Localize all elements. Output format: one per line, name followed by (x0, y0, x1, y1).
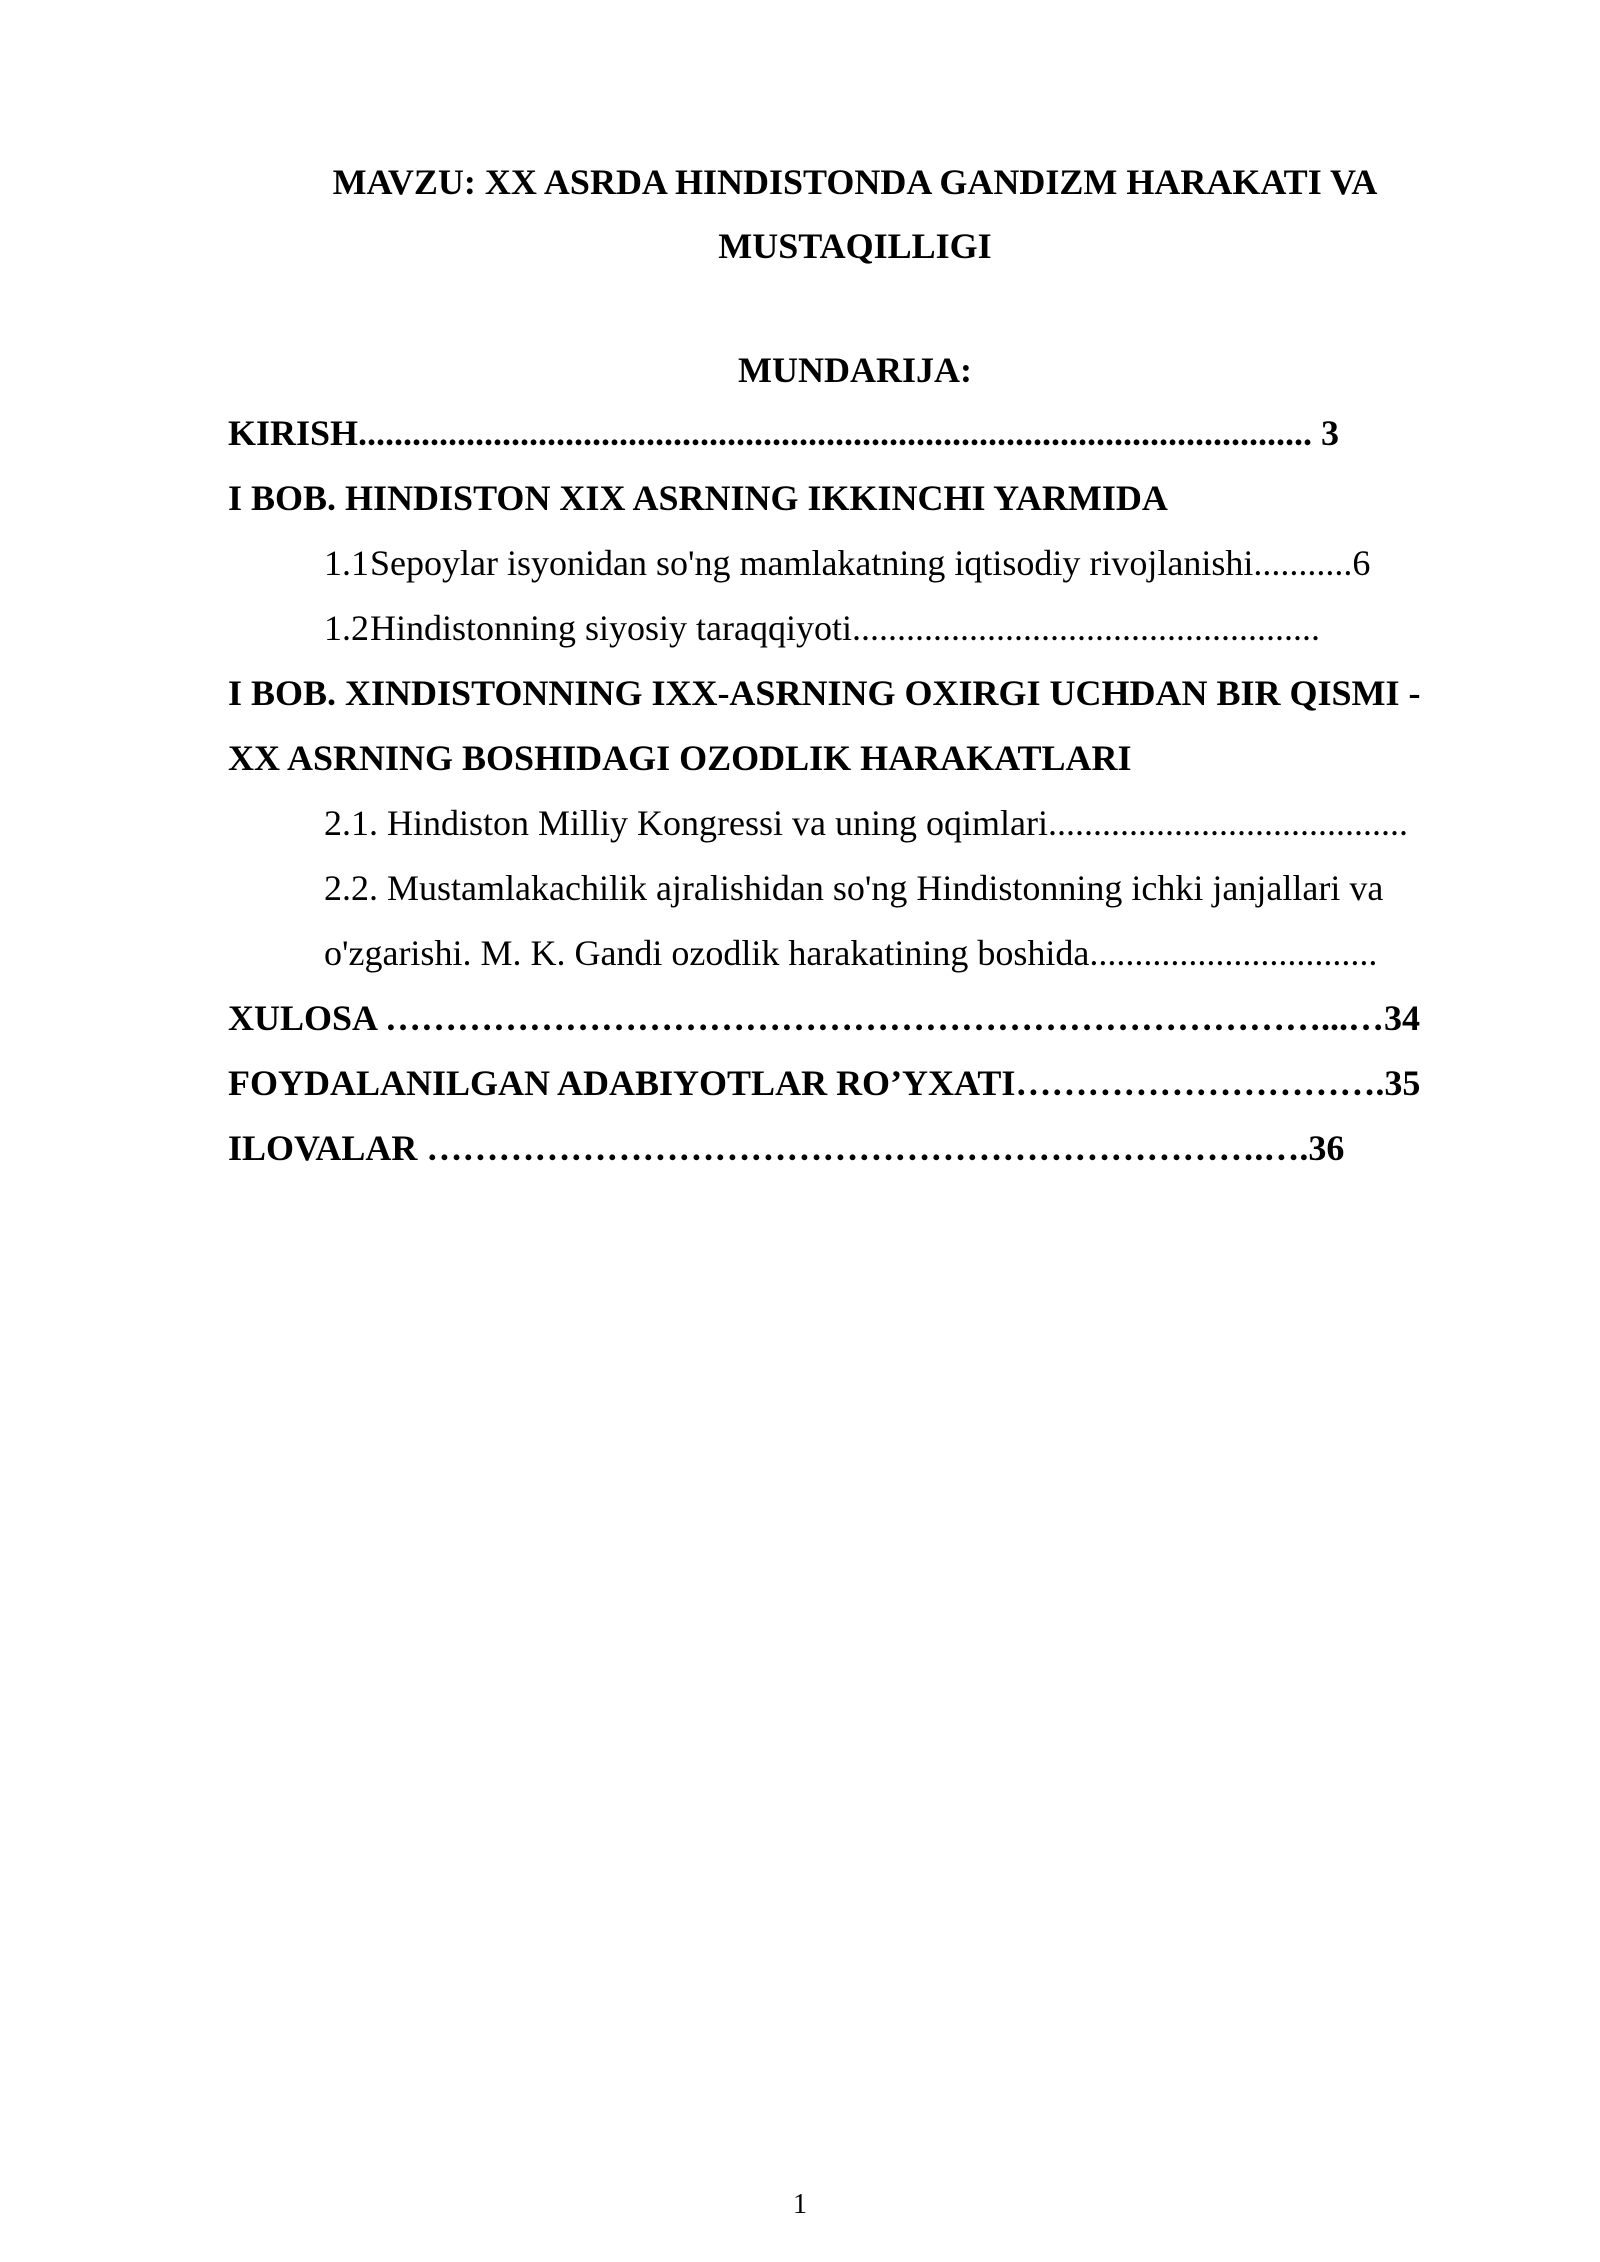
toc-entry-line: XX ASRNING BOSHIDAGI OZODLIK HARAKATLARI (228, 738, 1132, 778)
table-of-contents (228, 408, 1480, 1188)
toc-entry-chapter-2[interactable] (228, 668, 1480, 798)
toc-heading: MUNDARIJA: (738, 350, 972, 390)
toc-entry-references[interactable]: FOYDALANILGAN ADABIYOTLAR RO’YXATI………………………….35 (228, 1063, 1421, 1103)
toc-entry-chapter-1[interactable]: I BOB. HINDISTON XIX ASRNING IKKINCHI YARMIDA (228, 478, 1168, 518)
toc-entry-appendices[interactable]: ILOVALAR …………………………………………………………….….36 (228, 1128, 1345, 1168)
toc-entry-number: 1.2 (324, 608, 369, 648)
toc-entry-1-1[interactable] (228, 538, 1480, 603)
document-title (230, 150, 1480, 278)
title-line-2: MUSTAQILLIGI (718, 226, 992, 266)
toc-entry-label: Hindistonning siyosiy taraqqiyoti.................................................... (370, 608, 1320, 648)
toc-entry-line: o'zgarishi. M. K. Gandi ozodlik harakatining boshida................................ (324, 933, 1378, 973)
toc-entry-kirish[interactable]: KIRISH.......................................................................................................... 3 (228, 413, 1340, 453)
toc-entry-number: 1.1 (324, 543, 369, 583)
toc-entry-label: Sepoylar isyonidan so'ng mamlakatning iqtisodiy rivojlanishi...........6 (370, 543, 1371, 583)
toc-entry-2-2[interactable] (228, 863, 1480, 993)
toc-entry-line: 2.2. Mustamlakachilik ajralishidan so'ng Hindistonning ichki janjallari va (324, 868, 1384, 908)
title-line-1: MAVZU: XX ASRDA HINDISTONDA GANDIZM HARAKATI VA (332, 162, 1378, 202)
toc-entry-1-2[interactable] (228, 603, 1480, 668)
toc-entry-line: I BOB. XINDISTONNING IXX-ASRNING OXIRGI UCHDAN BIR QISMI - (228, 673, 1421, 713)
toc-entry-2-1[interactable]: 2.1. Hindiston Milliy Kongressi va uning oqimlari........................................ (324, 803, 1408, 843)
toc-entry-xulosa[interactable]: XULOSA ……………………………………………………………………...…34 (228, 998, 1421, 1038)
page-number: 1 (793, 2189, 807, 2220)
